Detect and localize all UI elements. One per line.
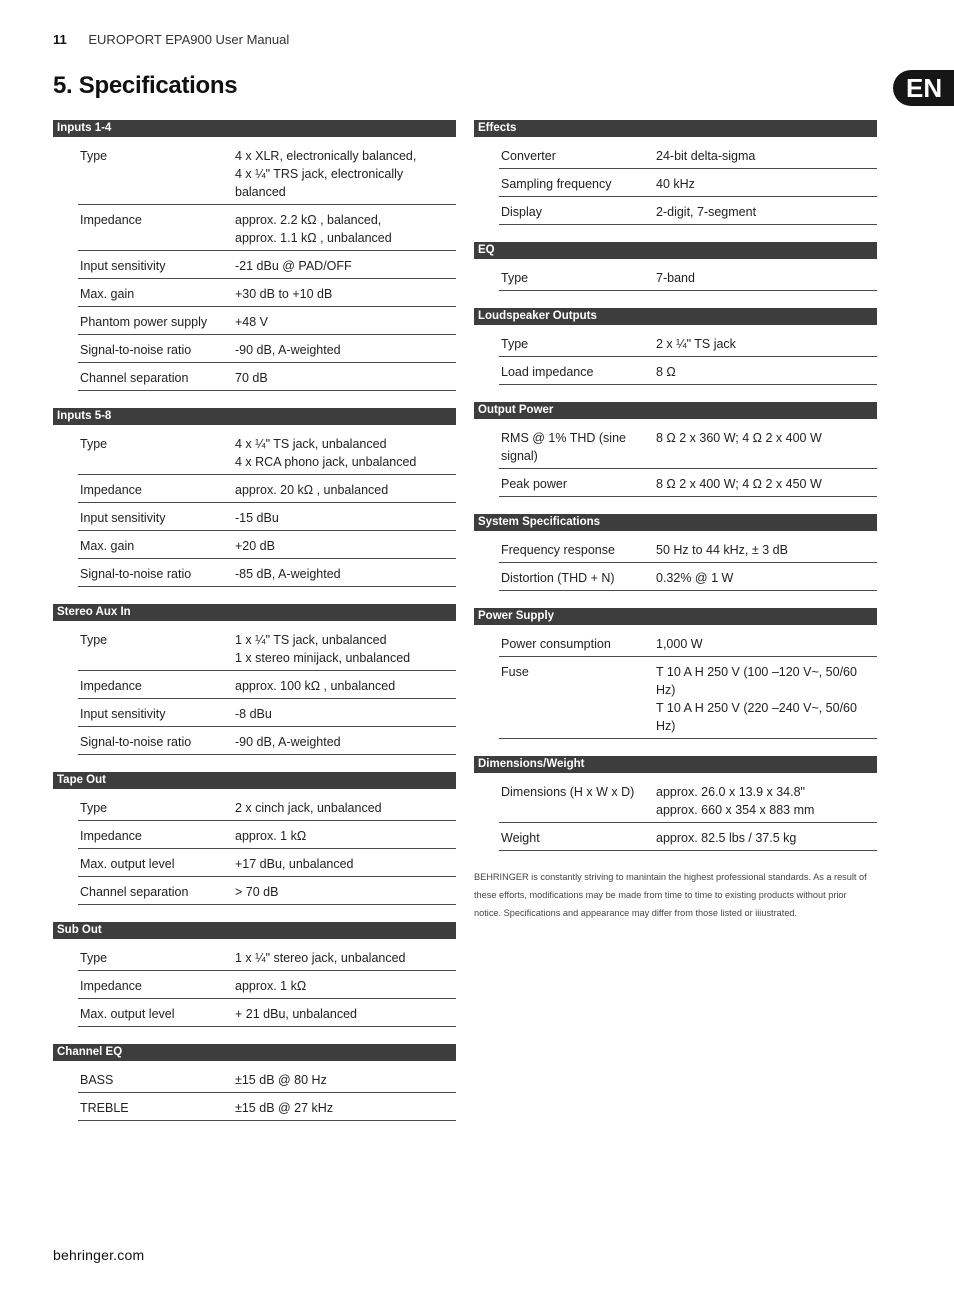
spec-label: Max. output level [80,1007,175,1021]
right-spec-column [474,120,877,922]
spec-row [499,823,877,851]
spec-label: Phantom power supply [80,315,208,329]
spec-value-line: -21 dBu @ PAD/OFF [235,259,352,273]
spec-row [499,329,877,357]
spec-section-loudspeaker-outputs [474,308,877,385]
spec-label: Max. gain [80,539,135,553]
spec-rows [499,629,877,739]
spec-value-line: 8 Ω [656,365,676,379]
spec-value [656,635,877,653]
spec-value [235,827,456,845]
spec-value [656,783,877,819]
spec-value [235,631,456,667]
spec-section-effects [474,120,877,225]
spec-value-line: 1 x ¼" stereo jack, unbalanced [235,951,406,965]
spec-value [235,883,456,901]
spec-value-line: 4 x RCA phono jack, unbalanced [235,455,417,469]
spec-value-line: +48 V [235,315,269,329]
spec-value-line: 50 Hz to 44 kHz, ± 3 dB [656,543,788,557]
spec-rows [499,141,877,225]
spec-row [78,849,456,877]
spec-rows [78,429,456,587]
spec-label: Signal-to-noise ratio [80,567,192,581]
spec-row [78,793,456,821]
spec-value-line: +20 dB [235,539,275,553]
spec-label: Converter [501,149,556,163]
spec-value [656,541,877,559]
spec-label: Type [80,437,108,451]
spec-row [78,307,456,335]
section-heading: Effects [474,120,877,137]
spec-value [235,369,456,387]
spec-row [499,357,877,385]
page-number: 11 [53,32,67,47]
spec-value-line: 7-band [656,271,695,285]
spec-section-output-power [474,402,877,497]
spec-value-line: approx. 660 x 354 x 883 mm [656,803,815,817]
spec-value-line: approx. 2.2 kΩ , balanced, [235,213,382,227]
spec-value-line: 2 x cinch jack, unbalanced [235,801,382,815]
spec-section-stereo-aux-in [53,604,456,755]
spec-row [78,335,456,363]
section-heading: EQ [474,242,877,259]
spec-value [235,705,456,723]
spec-value-line: approx. 26.0 x 13.9 x 34.8" [656,785,805,799]
spec-value-line: ±15 dB @ 80 Hz [235,1073,327,1087]
spec-rows [499,535,877,591]
spec-value [235,677,456,695]
spec-label: Type [80,149,108,163]
spec-value-line: 4 x ¼" TRS jack, electronically balanced [235,167,404,199]
spec-label: Type [501,271,529,285]
spec-value [656,269,877,287]
spec-value-line: T 10 A H 250 V (220 –240 V~, 50/60 Hz) [656,701,857,733]
section-heading: Stereo Aux In [53,604,456,621]
spec-value [656,147,877,165]
section-heading: System Specifications [474,514,877,531]
section-heading: Inputs 1-4 [53,120,456,137]
language-tab: EN [893,70,954,106]
spec-section-system-specifications [474,514,877,591]
spec-label: Type [501,337,529,351]
spec-row [499,169,877,197]
spec-value-line: > 70 dB [235,885,279,899]
right-sections [474,120,877,851]
spec-value [656,569,877,587]
manual-title: EUROPORT EPA900 User Manual [88,32,290,47]
spec-row [78,821,456,849]
spec-label: Impedance [80,679,142,693]
spec-value-line: -90 dB, A-weighted [235,735,341,749]
spec-label: Type [80,801,108,815]
spec-row [499,197,877,225]
spec-label: Input sensitivity [80,707,166,721]
spec-row [78,727,456,755]
spec-value [235,481,456,499]
spec-value-line: approx. 20 kΩ , unbalanced [235,483,389,497]
spec-section-sub-out [53,922,456,1027]
spec-row [78,559,456,587]
spec-label: Impedance [80,483,142,497]
spec-rows [499,329,877,385]
spec-row [78,971,456,999]
spec-value [656,429,877,465]
spec-row [499,423,877,469]
spec-label: Weight [501,831,540,845]
spec-value-line: 8 Ω 2 x 400 W; 4 Ω 2 x 450 W [656,477,822,491]
spec-row [499,777,877,823]
spec-label: Sampling frequency [501,177,612,191]
spec-label: Distortion (THD + N) [501,571,615,585]
spec-rows [499,263,877,291]
spec-section-inputs-1-4 [53,120,456,391]
spec-rows [78,625,456,755]
spec-value-line: 2 x ¼" TS jack [656,337,736,351]
spec-label: Max. gain [80,287,135,301]
spec-row [499,535,877,563]
spec-value-line: 4 x ¼" TS jack, unbalanced [235,437,387,451]
spec-value [235,435,456,471]
spec-value-line: approx. 1 kΩ [235,979,307,993]
spec-label: Input sensitivity [80,511,166,525]
spec-value-line: 1,000 W [656,637,703,651]
section-heading: Inputs 5-8 [53,408,456,425]
spec-row [499,469,877,497]
spec-label: Max. output level [80,857,175,871]
spec-row [78,699,456,727]
spec-rows [78,1065,456,1121]
spec-value [235,977,456,995]
spec-label: Impedance [80,979,142,993]
spec-label: Frequency response [501,543,615,557]
spec-label: Type [80,633,108,647]
spec-row [78,503,456,531]
spec-value [235,257,456,275]
spec-label: Peak power [501,477,568,491]
spec-label: BASS [80,1073,114,1087]
spec-value-line: -8 dBu [235,707,272,721]
spec-row [499,141,877,169]
spec-value [656,203,877,221]
spec-value [656,363,877,381]
spec-value-line: 1 x stereo minijack, unbalanced [235,651,411,665]
spec-row [78,251,456,279]
spec-value-line: approx. 100 kΩ , unbalanced [235,679,396,693]
spec-value [235,565,456,583]
spec-value [235,147,456,201]
spec-label: Signal-to-noise ratio [80,735,192,749]
spec-value-line: +30 dB to +10 dB [235,287,333,301]
spec-label: TREBLE [80,1101,129,1115]
spec-row [78,205,456,251]
spec-row [78,429,456,475]
spec-value-line: approx. 82.5 lbs / 37.5 kg [656,831,797,845]
spec-label: Type [80,951,108,965]
spec-section-power-supply [474,608,877,739]
spec-value-line: 70 dB [235,371,268,385]
spec-value [235,341,456,359]
spec-label: Channel separation [80,885,189,899]
spec-row [78,877,456,905]
spec-value [235,313,456,331]
spec-section-inputs-5-8 [53,408,456,587]
spec-value [656,663,877,735]
spec-value-line: -85 dB, A-weighted [235,567,341,581]
spec-value [235,733,456,751]
spec-section-channel-eq [53,1044,456,1121]
footer-logo: behringer.com [53,1247,145,1263]
spec-value-line: 0.32% @ 1 W [656,571,734,585]
spec-value [235,1005,456,1023]
spec-label: Input sensitivity [80,259,166,273]
spec-value [235,285,456,303]
spec-value [656,335,877,353]
spec-section-tape-out [53,772,456,905]
spec-label: Fuse [501,665,529,679]
spec-label: Dimensions (H x W x D) [501,785,635,799]
spec-rows [499,423,877,497]
spec-value-line: +17 dBu, unbalanced [235,857,354,871]
spec-value [235,211,456,247]
spec-value [235,949,456,967]
section-heading: Sub Out [53,922,456,939]
spec-rows [78,793,456,905]
spec-section-dimensions-weight [474,756,877,851]
section-heading: Loudspeaker Outputs [474,308,877,325]
spec-rows [78,943,456,1027]
section-heading: Output Power [474,402,877,419]
spec-value-line: 24-bit delta-sigma [656,149,756,163]
section-heading: Dimensions/Weight [474,756,877,773]
spec-value-line: -90 dB, A-weighted [235,343,341,357]
spec-value [656,829,877,847]
spec-row [78,625,456,671]
spec-value-line: 2-digit, 7-segment [656,205,757,219]
spec-value-line: -15 dBu [235,511,279,525]
spec-rows [78,141,456,391]
spec-row [499,563,877,591]
spec-label: Impedance [80,213,142,227]
spec-value [235,1099,456,1117]
spec-label: RMS @ 1% THD (sine signal) [501,431,626,463]
spec-value-line: 4 x XLR, electronically balanced, [235,149,417,163]
spec-value-line: 8 Ω 2 x 360 W; 4 Ω 2 x 400 W [656,431,822,445]
spec-rows [499,777,877,851]
spec-label: Impedance [80,829,142,843]
spec-value [235,855,456,873]
spec-row [78,671,456,699]
spec-row [78,999,456,1027]
spec-value [235,509,456,527]
spec-row [78,1093,456,1121]
spec-label: Channel separation [80,371,189,385]
spec-label: Load impedance [501,365,594,379]
spec-row [78,141,456,205]
spec-value [235,1071,456,1089]
spec-row [78,943,456,971]
spec-value-line: approx. 1.1 kΩ , unbalanced [235,231,392,245]
page-title: 5. Specifications [53,72,238,99]
spec-section-eq [474,242,877,291]
spec-row [78,531,456,559]
section-heading: Power Supply [474,608,877,625]
section-heading: Channel EQ [53,1044,456,1061]
spec-label: Power consumption [501,637,611,651]
spec-row [78,279,456,307]
section-heading: Tape Out [53,772,456,789]
spec-value-line: T 10 A H 250 V (100 –120 V~, 50/60 Hz) [656,665,857,697]
page-header [53,32,289,47]
spec-value-line: ±15 dB @ 27 kHz [235,1101,334,1115]
spec-row [499,263,877,291]
spec-row [499,629,877,657]
spec-value [235,799,456,817]
spec-value [235,537,456,555]
spec-label: Signal-to-noise ratio [80,343,192,357]
spec-row [78,475,456,503]
spec-row [78,1065,456,1093]
spec-value-line: + 21 dBu, unbalanced [235,1007,357,1021]
spec-value-line: approx. 1 kΩ [235,829,307,843]
disclaimer-text: BEHRINGER is constantly striving to manintain the highest professional standards. As a result of these efforts, modifications may be made from time to time to existing products without prior notice. Specifications and appearance may differ from those listed or iiiustrated. [474,872,867,918]
left-spec-column [53,120,456,1138]
spec-value-line: 40 kHz [656,177,695,191]
spec-row [78,363,456,391]
spec-row [499,657,877,739]
spec-value [656,475,877,493]
spec-label: Display [501,205,542,219]
spec-value [656,175,877,193]
spec-value-line: 1 x ¼" TS jack, unbalanced [235,633,387,647]
